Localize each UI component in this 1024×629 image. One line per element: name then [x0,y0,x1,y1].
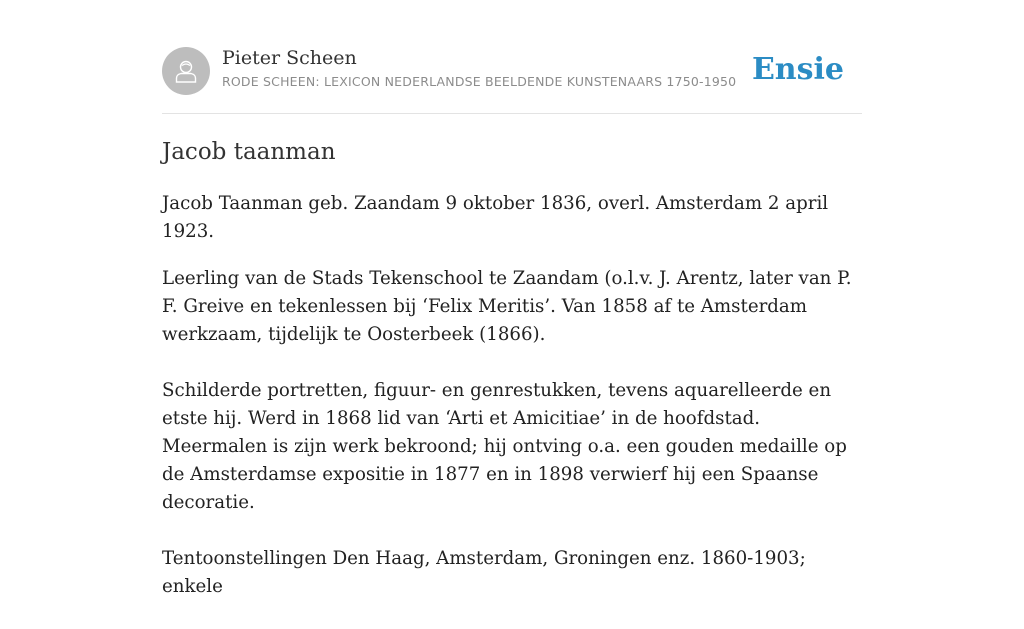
user-icon [172,57,200,85]
article-header [162,46,862,96]
paragraph: Leerling van de Stads Tekenschool te Zaandam (o.l.v. J. Arentz, later van P. F. Greive en tekenlessen bij ‘Felix Meritis’. Van 1858 af te Amsterdam werkzaam, tijdelijk te Oosterbeek (1866). [162,268,852,345]
source-title[interactable]: RODE SCHEEN: LEXICON NEDERLANDSE BEELDENDE KUNSTENAARS 1750-1950 [222,74,737,89]
author-name[interactable]: Pieter Scheen [222,47,357,69]
paragraph: Schilderde portretten, figuur- en genrestukken, tevens aquarelleerde en etste hij. Werd in 1868 lid van ‘Arti et Amicitiae’ in de hoofdstad. Meermalen is zijn werk bekroond; hij ontving o.a. een gouden medaille op de Amsterdamse expositie in 1877 en in 1898 verwierf hij een Spaanse decoratie. [162,380,847,513]
ensie-logo[interactable]: Ensie [751,52,844,87]
article-body [162,136,862,629]
intro-paragraph: Jacob Taanman geb. Zaandam 9 oktober 1836, overl. Amsterdam 2 april 1923. [162,193,829,242]
header-divider [162,113,862,114]
avatar[interactable] [162,47,210,95]
paragraph: Tentoonstellingen Den Haag, Amsterdam, Groningen enz. 1860-1903; enkele [162,548,806,597]
article-title: Jacob taanman [162,139,336,165]
article-text [162,265,862,601]
